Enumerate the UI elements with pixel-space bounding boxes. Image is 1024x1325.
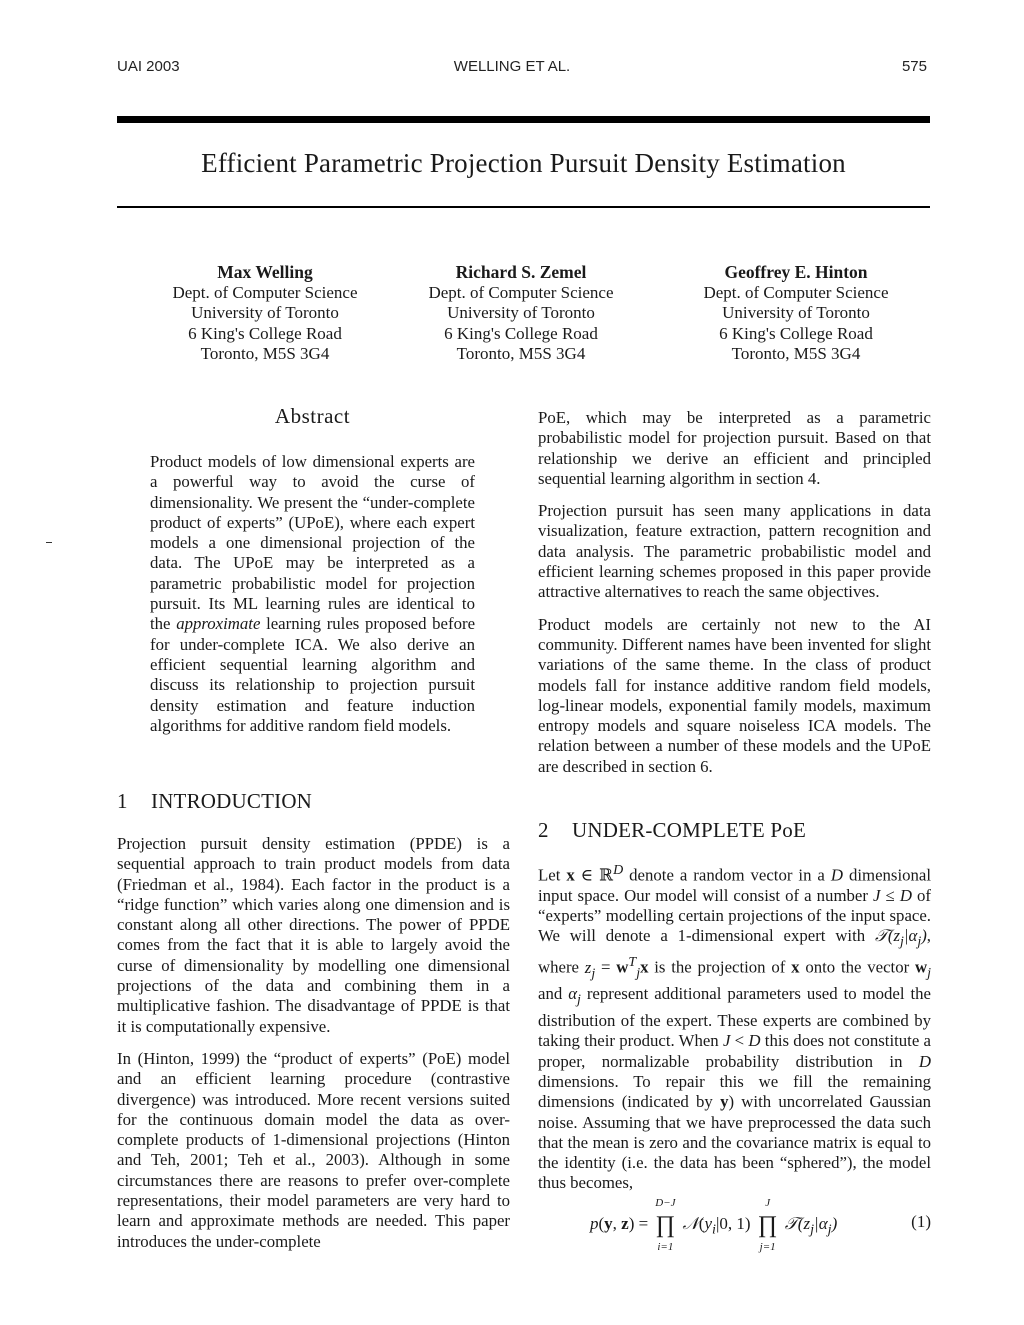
paragraph: PoE, which may be interpreted as a parametric probabilistic model for projection pursuit. Based on that relationship we derive an efficient and principled sequential learning algorithm in section 4. [538, 408, 931, 488]
section-heading-introduction [117, 789, 312, 814]
author-university: University of Toronto [191, 303, 339, 322]
author-dept: Dept. of Computer Science [172, 282, 358, 302]
author-block [135, 262, 395, 365]
running-head-authors: WELLING ET AL. [453, 58, 571, 75]
section-heading-under-complete-poe [538, 818, 806, 843]
author-block [391, 262, 651, 365]
author-street: 6 King's College Road [444, 323, 598, 343]
abstract-text-2: learning rules proposed before for under-complete ICA. We also derive an efficient sequential learning algorithm and discuss its relationship to projection pursuit density estimation and feature induction algorithms for additive random field models. [150, 614, 476, 735]
author-dept: Dept. of Computer Science [428, 282, 614, 302]
author-dept: Dept. of Computer Science [703, 282, 889, 302]
paragraph: Product models are certainly not new to the AI community. Different names have been invented for slight variations of the same theme. In the class of product models fall for instance additive random field models, log-linear models, exponential family models, maximum entropy models and square noiseless ICA models. The relation between a number of these models and the UPoE are described in section 6. [538, 614, 931, 776]
author-street: 6 King's College Road [719, 323, 873, 343]
section2-body [538, 861, 931, 1206]
equation-number: (1) [911, 1212, 931, 1231]
author-name: Max Welling [217, 262, 313, 282]
author-name: Geoffrey E. Hinton [724, 262, 868, 282]
running-head-venue: UAI 2003 [117, 58, 180, 75]
margin-mark [46, 542, 52, 543]
author-street: 6 King's College Road [188, 323, 342, 343]
paragraph: Let x ∈ ℝ$^D$ denote a random vector in a D dimensional input space. Our model will consist of a number J ≤ D of “experts” modelling certain projections of the input space. We will denote a 1-dimensional expert with $𝒯(z_j|\alpha_j)$, where $z_j = w^T_jx$ is the projection of x onto the vector $w_j$ and $\alpha_j$ represent additional parameters used to model the distribution of the expert. These experts are combined by taking their product. When J < D this does not constitute a proper, normalizable probability distribution in D dimensions. To repair this we fill the remaining dimensions (indicated by y) with uncorrelated Gaussian noise. Assuming that we have preprocessed the data such that the mean is zero and the covariance matrix is equal to the identity (i.e. the data has been “sphered”), the model thus becomes, [538, 863, 932, 1193]
section-number: 1 [117, 789, 128, 813]
paper-title: Efficient Parametric Projection Pursuit Density Estimation [201, 148, 846, 178]
product-symbol: ∏ D−J i=1 [655, 1197, 676, 1253]
abstract-text-1: Product models of low dimensional experts are a powerful way to avoid the curse of dimensionality. We present the “under-complete product of experts” (UPoE), where each expert models a one dimensional projection of the data. The UPoE may be interpreted as a parametric probabilistic model for projection pursuit. Its ML learning rules are identical to the [150, 452, 475, 634]
section-title: UNDER-COMPLETE PoE [572, 818, 807, 842]
abstract-body [150, 452, 475, 748]
paragraph: In (Hinton, 1999) the “product of experts” (PoE) model and an efficient learning procedure (contrastive divergence) was introduced. More recent versions suited for the continuous domain model the data as over-complete products of 1-dimensional projections (Hinton and Teh, 2001; Teh et al., 2003). Although in some circumstances there are reasons to prefer over-complete representations, their model parameters are very hard to learn and approximate methods are needed. This paper introduces the under-complete [117, 1048, 510, 1251]
page-number: 575 [901, 58, 927, 75]
section-number: 2 [538, 818, 549, 842]
title-bottom-rule [117, 206, 930, 208]
abstract-paragraph [150, 452, 475, 736]
author-name: Richard S. Zemel [455, 262, 587, 282]
abstract-heading: Abstract [274, 404, 351, 428]
abstract-emphasis: approximate [176, 614, 261, 634]
title-top-rule [117, 116, 930, 123]
author-block [666, 262, 926, 365]
introduction-body [117, 834, 510, 1264]
right-column-intro-continued [538, 408, 931, 789]
author-university: University of Toronto [722, 303, 870, 322]
author-city: Toronto, M5S 3G4 [200, 344, 330, 363]
author-city: Toronto, M5S 3G4 [456, 344, 586, 363]
equation-1 [538, 1196, 931, 1252]
author-university: University of Toronto [447, 303, 595, 322]
equation-body: p(y, z) = ∏ D−J i=1 $𝒩(y_i|0$, 1) ∏ J j=1 $𝒯(z_j|\alpha_j)$ [590, 1197, 838, 1253]
paragraph: Projection pursuit has seen many applications in data visualization, feature extraction, pattern recognition and data analysis. The parametric probabilistic model and efficient learning schemes proposed in this paper provide attractive alternatives to reach the same objectives. [538, 501, 931, 602]
product-symbol: ∏ J j=1 [757, 1197, 778, 1253]
paragraph: Projection pursuit density estimation (PPDE) is a sequential approach to train product models from data (Friedman et al., 1984). Each factor in the product is a “ridge function” which varies along one dimension and is constant along all other directions. The power of PPDE comes from the fact that it is able to largely avoid the curse of dimensionality by modelling one dimensional projections of the data and combining them in a multiplicative fashion. The disadvantage of PPDE is that it is computationally expensive. [117, 834, 510, 1036]
author-city: Toronto, M5S 3G4 [731, 344, 861, 363]
section-title: INTRODUCTION [151, 789, 313, 813]
